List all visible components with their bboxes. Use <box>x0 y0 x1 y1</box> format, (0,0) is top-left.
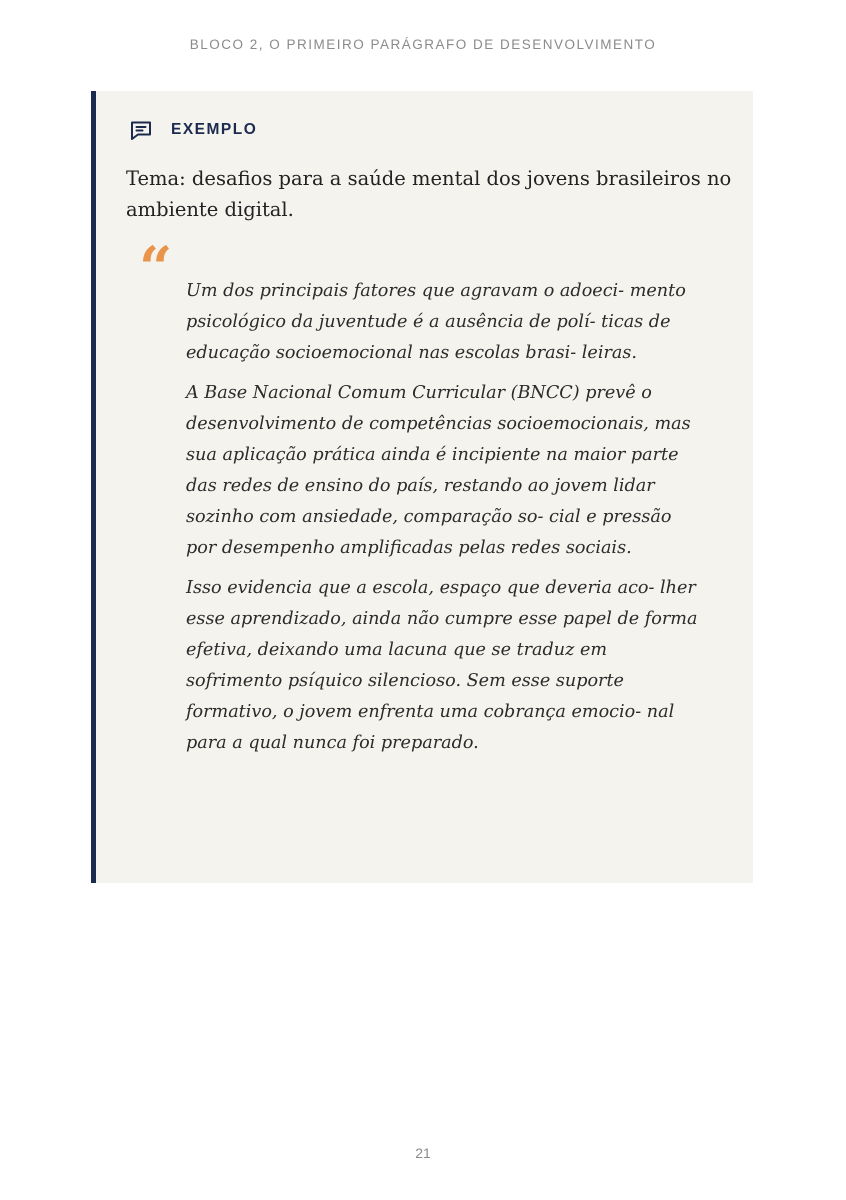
example-label: EXEMPLO <box>171 121 258 138</box>
message-square-text-icon <box>129 118 153 142</box>
quote-paragraph-2: A Base Nacional Comum Curricular (BNCC) prevê o desenvolvimento de competências socioemocionais, mas sua aplicação prática ainda é incipiente na maior parte das redes de ensino do país, restando ao jovem lidar sozinho com ansiedade, comparação so- cial e pressão por desempenho amplificadas pelas redes sociais. <box>186 383 691 558</box>
example-box <box>91 91 753 883</box>
page-number: 21 <box>415 1145 431 1161</box>
topic-text: Tema: desafios para a saúde mental dos jovens brasileiros no ambiente digital. <box>126 167 732 221</box>
example-header <box>129 118 257 142</box>
running-header: BLOCO 2, O PRIMEIRO PARÁGRAFO DE DESENVOLVIMENTO <box>189 37 657 52</box>
quote-paragraph-3: Isso evidencia que a escola, espaço que deveria aco- lher esse aprendizado, ainda não cumpre esse papel de forma efetiva, deixando uma lacuna que se traduz em sofrimento psíquico silencioso. Sem esse suporte formativo, o jovem enfrenta uma cobrança emocio- nal para a qual nunca foi preparado. <box>186 578 698 753</box>
quotation-mark-icon: “ <box>139 234 173 302</box>
example-quote <box>186 276 706 768</box>
quote-paragraph-1: Um dos principais fatores que agravam o adoeci- mento psicológico da juventude é a ausência de polí- ticas de educação socioemocional nas escolas brasi- leiras. <box>186 281 686 363</box>
